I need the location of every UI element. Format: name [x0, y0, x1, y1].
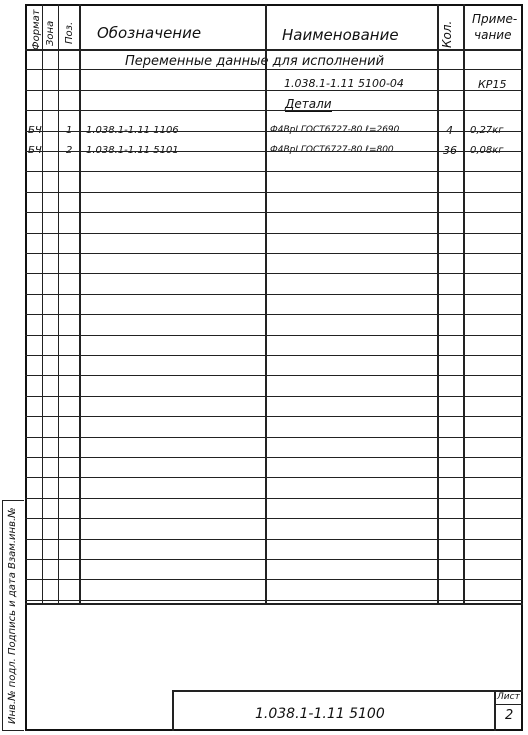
header-bottom-line [25, 49, 523, 51]
header-pos: Поз. [64, 21, 75, 44]
header-format: Формат [31, 9, 42, 50]
row2-qty: 36 [443, 144, 457, 157]
grid-row-line [25, 498, 523, 499]
grid-column-line [79, 4, 81, 603]
grid-row-line [25, 355, 523, 356]
row1-designation: 1.038.1-1.11 1106 [86, 125, 179, 136]
header-qty: Кол. [440, 20, 454, 48]
variable-data-heading: Переменные данные для исполнений [125, 54, 385, 69]
grid-row-line [25, 396, 523, 397]
grid-row-line [25, 171, 523, 172]
grid-row-line [25, 375, 523, 376]
grid-row-line [25, 579, 523, 580]
grid-row-line [25, 518, 523, 519]
variant-note: КР15 [478, 78, 507, 91]
grid-column-line [58, 4, 59, 603]
header-zone: Зона [45, 20, 56, 46]
grid-row-line [25, 151, 523, 152]
variant-designation: 1.038.1-1.11 5100-04 [284, 77, 404, 90]
header-designation: Обозначение [97, 24, 202, 42]
sheet-label: Лист [497, 692, 520, 702]
row2-note: 0,08кг [470, 145, 504, 156]
grid-row-line [25, 273, 523, 274]
grid-row-line [25, 477, 523, 478]
grid-row-line [25, 539, 523, 540]
grid-row-line [25, 457, 523, 458]
sheet-number: 2 [505, 708, 514, 723]
row2-designation: 1.038.1-1.11 5101 [86, 145, 179, 156]
document-number: 1.038.1-1.11 5100 [255, 706, 385, 722]
grid-row-line [25, 314, 523, 315]
header-note-2: чание [474, 28, 512, 42]
grid-row-line [25, 131, 523, 132]
grid-row-line [25, 335, 523, 336]
grid-row-line [25, 294, 523, 295]
grid-column-line [437, 4, 439, 603]
title-block-sheet-line [494, 704, 523, 705]
grid-row-line [25, 212, 523, 213]
grid-row-line [25, 69, 523, 70]
grid-column-line [463, 4, 465, 603]
grid-row-line [25, 192, 523, 193]
side-stamp-text: Инв.№ подл. Подпись и дата Взам.инв.№ [7, 507, 18, 724]
grid-row-line [25, 90, 523, 91]
grid-row-line [25, 253, 523, 254]
grid-row-line [25, 233, 523, 234]
title-block-left [172, 690, 174, 731]
grid-row-line [25, 437, 523, 438]
row2-pos: 2 [66, 145, 73, 156]
row2-format: БЧ [28, 145, 42, 156]
grid-column-line [42, 4, 43, 603]
header-note-1: Приме- [472, 12, 518, 26]
title-block-divider [494, 690, 496, 731]
sheet-frame [25, 4, 523, 731]
row1-note: 0,27кг [470, 125, 504, 136]
row2-name: Ф4ВрI ГОСТ6727-80 ℓ=800 [270, 145, 394, 155]
row1-format: БЧ [28, 125, 42, 136]
title-block-top [172, 690, 523, 692]
row1-qty: 4 [446, 124, 453, 137]
parts-heading: Детали [285, 97, 332, 111]
grid-row-line [25, 559, 523, 560]
header-name: Наименование [282, 26, 399, 44]
grid-row-line [25, 110, 523, 111]
side-stamp [2, 500, 24, 731]
row1-pos: 1 [66, 125, 73, 136]
grid-row-line [25, 600, 523, 601]
grid-bottom-line [25, 603, 523, 605]
row1-name: Ф4ВрI ГОСТ6727-80 ℓ=2690 [270, 125, 400, 135]
grid-row-line [25, 416, 523, 417]
grid-column-line [265, 4, 267, 603]
